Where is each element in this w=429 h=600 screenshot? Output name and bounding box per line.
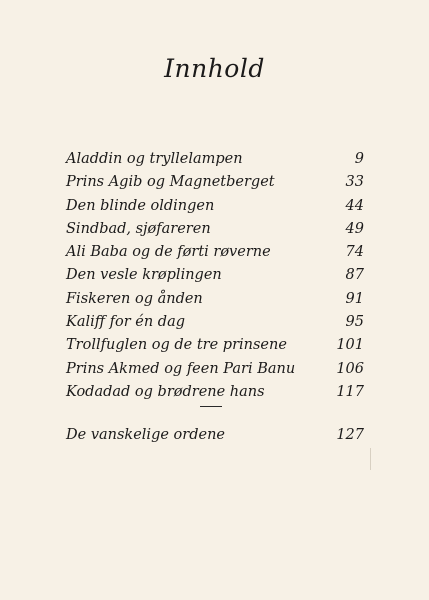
toc-entry <box>66 171 364 194</box>
toc-entry-title: Kodadad og brødrene hans <box>66 383 265 400</box>
toc-entry-title: Ali Baba og de førti røverne <box>66 244 271 261</box>
toc-entry-title: Den vesle krøplingen <box>66 267 222 284</box>
toc-entry-page: 9 <box>354 151 364 167</box>
page-title: Innhold <box>164 54 265 83</box>
toc-entry <box>66 334 364 357</box>
toc-entry <box>66 358 364 381</box>
toc-entry-title: Den blinde oldingen <box>66 197 215 214</box>
toc-entry-page: 95 <box>345 314 364 331</box>
toc-entry-page: 127 <box>336 427 364 443</box>
toc-entry-page: 49 <box>345 220 364 237</box>
toc-entry-page: 117 <box>336 383 364 400</box>
toc-entry-title: Fiskeren og ånden <box>66 290 203 307</box>
toc-entry <box>66 148 364 171</box>
toc-entry <box>66 241 364 264</box>
toc-entry-page: 101 <box>336 337 364 354</box>
table-of-contents <box>66 148 364 404</box>
toc-entry <box>66 288 364 311</box>
toc-entry-title: Prins Agib og Magnetberget <box>66 174 275 191</box>
toc-entry-title: Prins Akmed og feen Pari Banu <box>66 360 296 377</box>
section-divider <box>200 406 222 407</box>
toc-entry <box>66 218 364 241</box>
toc-entry-title: Trollfuglen og de tre prinsene <box>66 337 287 354</box>
toc-entry-title: Sindbad, sjøfareren <box>66 220 211 237</box>
toc-entry <box>66 311 364 334</box>
toc-entry-title: Kaliff for én dag <box>66 314 186 331</box>
toc-entry <box>66 264 364 287</box>
toc-entry-title: De vanskelige ordene <box>66 427 225 443</box>
toc-entry <box>66 381 364 404</box>
toc-entry-page: 74 <box>345 244 364 261</box>
glossary-section <box>66 424 364 447</box>
scan-mark <box>370 448 371 470</box>
toc-entry-page: 44 <box>345 197 364 214</box>
toc-entry-title: Aladdin og tryllelampen <box>66 151 243 167</box>
toc-entry-glossary <box>66 424 364 447</box>
toc-entry <box>66 195 364 218</box>
toc-entry-page: 91 <box>345 290 364 307</box>
toc-entry-page: 33 <box>345 174 364 191</box>
toc-entry-page: 106 <box>336 360 364 377</box>
toc-entry-page: 87 <box>345 267 364 284</box>
